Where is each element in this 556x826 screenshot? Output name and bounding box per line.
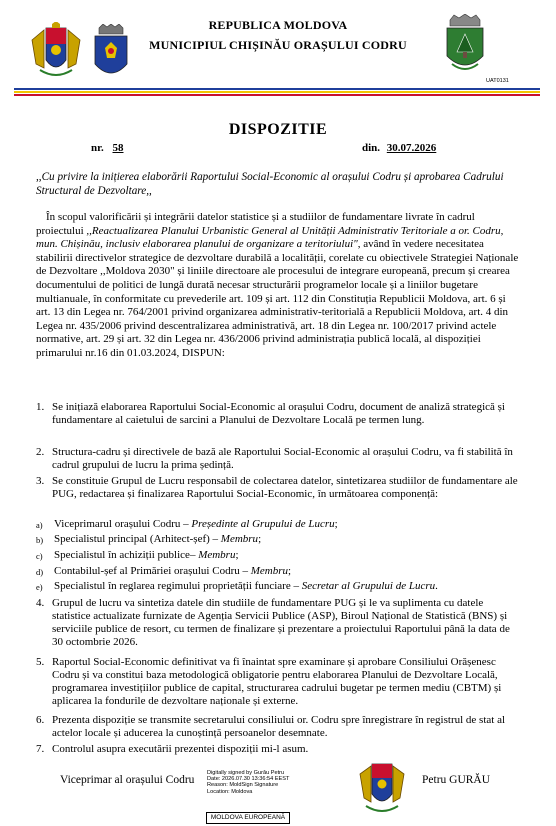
member-separator: – [209,533,221,545]
stripe-red [14,94,540,96]
preamble-project-title: ,,Reactualizarea Planului Urbanistic General al Unității Administrativ Teritoriale a or. Codru, mun. Chișinău, inclusiv elaborarea planului de organizare a teritoriului" [36,224,504,251]
uat-code: UAT0131 [486,78,509,84]
list-item-text: Prezenta dispoziție se transmite secretarului consiliului or. Codru spre înregistrare în registrul de stat al actelor locale și aducerea la cunoștință persoanelor desemnate. [52,714,506,739]
member-separator: – [180,518,192,530]
document-date [362,142,436,154]
stripe-blue [14,88,540,90]
member-title: Președinte al Grupului de Lucru [191,518,335,530]
preamble-part-c: , având în vedere necesitatea stabilirii directivelor strategice de dezvoltare durabilă a localității, corelate cu obiectivele Strategiei Naționale de Dezvoltare ,,Moldova 2030" și liniile directoare ale procesului de integrare europeană, precum și crearea documentului de politici de lungă durată necesar structurării programelor locale și a liniilor bugetare multianuale, în conformitate cu prevederile art. 109 și art. 112 din Constituția Republicii Moldova, art. 6 și art. 13 din Legea nr. 764/2001 privind organizarea administrativ-teritorială a Republicii Moldova, art. 4 din Legea nr. 435/2006 privind descentralizarea administrativă, art. 18 din Legea nr. 100/2017 privind actele normative, art. 29 și art. 32 din Legea nr. 436/2006 privind administrația publică locală, al dispoziției primarului nr.16 din 01.03.2024, DISPUN: [36,238,519,359]
signature-line: Date: 2026.07.30 13:36:54 EEST [207,776,290,783]
member-end: ; [258,533,262,545]
member-role: Specialistul principal (Arhitect-șef) [54,533,210,545]
list-item-number: 5. [36,656,45,668]
member-title: Membru [198,549,236,561]
din-label: din. [362,142,381,154]
list-item-number: 6. [36,714,45,726]
din-value: 30.07.2026 [386,142,437,154]
right-signatory: Petru GURĂU [422,774,491,786]
list-item-number: 2. [36,446,45,458]
list-item-text: Controlul asupra executării prezentei dispoziții mi-l asum. [52,743,309,755]
member-letter: b) [36,535,44,545]
document-title: DISPOZITIE [228,121,328,138]
signature-line: Location: Moldova [207,788,253,795]
list-item-number: 4. [36,597,45,609]
member-end: ; [334,518,338,530]
list-item-text: Se constituie Grupul de Lucru responsabil de colectarea datelor, sintetizarea studiilor de fundamentare ale PUG, redactarea și finalizarea Raportului Social-Economic, în următoarea componență: [52,475,518,500]
digital-signature-block [207,770,289,795]
member-end: ; [235,549,239,561]
member-role: Viceprimarul orașului Codru [54,518,181,530]
member-letter: e) [36,582,43,592]
member-separator: – [189,549,199,561]
list-item-number: 1. [36,401,45,413]
member-letter: c) [36,551,43,561]
stripe-yellow [14,91,540,93]
member-letter: a) [36,520,43,530]
member-title: Membru [220,533,259,545]
member-end: ; [288,565,292,577]
member-end: . [435,580,438,592]
preamble-part-a: În scopul valorificării și integrării datelor statistice și a studiilor de fundamentare livrate în cadrul proiectului [36,211,475,237]
header-municipality: MUNICIPIUL CHIȘINĂU ORAȘULUI CODRU [149,38,407,52]
signature-line: Digitally signed by Gurău Petru [207,770,285,776]
member-letter: d) [36,567,44,577]
document-subject: ,,Cu privire la inițierea elaborării Raportului Social-Economic al orașului Codru și aprobarea Cadrului Structural de Dezvoltare,, [36,171,504,197]
list-item-text: Structura-cadru și directivele de bază ale Raportului Social-Economic al orașului Codru, va fi stabilită în cadrul grupului de lucru la prima ședință. [52,446,513,471]
list-item-number: 3. [36,475,45,487]
signature-seal-icon [358,758,406,816]
member-role: Specialistul în achiziții publice [54,549,190,561]
nr-label: nr. [91,142,104,154]
member-separator: – [290,580,302,592]
member-role: Contabilul-șef al Primăriei orașului Codru [54,565,240,577]
list-item-text: Raportul Social-Economic definitivat va fi înaintat spre examinare și aprobare Consiliului Orășenesc Codru și va constitui baza metodologică obligatorie pentru elaborarea Planului de Dezvoltare Locală, programarea investițiilor publice de capital, structurarea cadrului bugetar pe termen mediu (CBTM) și aplicarea la fondurile de dezvoltare naționale și externe. [52,656,502,707]
header-country: REPUBLICA MOLDOVA [208,18,348,32]
document-number [91,142,124,154]
member-role: Specialistul în reglarea regimului proprietății funciare [54,580,291,592]
chisinau-coat-of-arms [91,24,131,84]
list-item-number: 7. [36,743,45,755]
signature-line: Reason: MoldSign Signature [207,782,279,789]
moldova-europeana-box: MOLDOVA EUROPEANĂ [206,812,290,824]
list-item-text: Se inițiază elaborarea Raportului Social-Economic al orașului Codru, document de analiză strategică și fundamentare al caietului de sarcini a Planului de Dezvoltare Locală pe termen lung. [52,401,505,426]
list-item-text: Grupul de lucru va sintetiza datele din studiile de fundamentare PUG și le va suplimenta cu datele statistice actualizate furnizate de Agenția Servicii Publice (ASP), Biroul Național de Statistică (BNS) și serviciile publice de resort, cu termen de finalizare și prezentare a proiectului Raportului până la data de 30 octombrie 2026. [52,597,510,648]
member-title: Membru [250,565,289,577]
nr-value: 58 [112,142,124,154]
preamble-paragraph [36,211,522,361]
member-separator: – [239,565,251,577]
member-title: Secretar al Grupului de Lucru [301,580,436,592]
left-signatory: Viceprimar al orașului Codru [60,774,195,786]
